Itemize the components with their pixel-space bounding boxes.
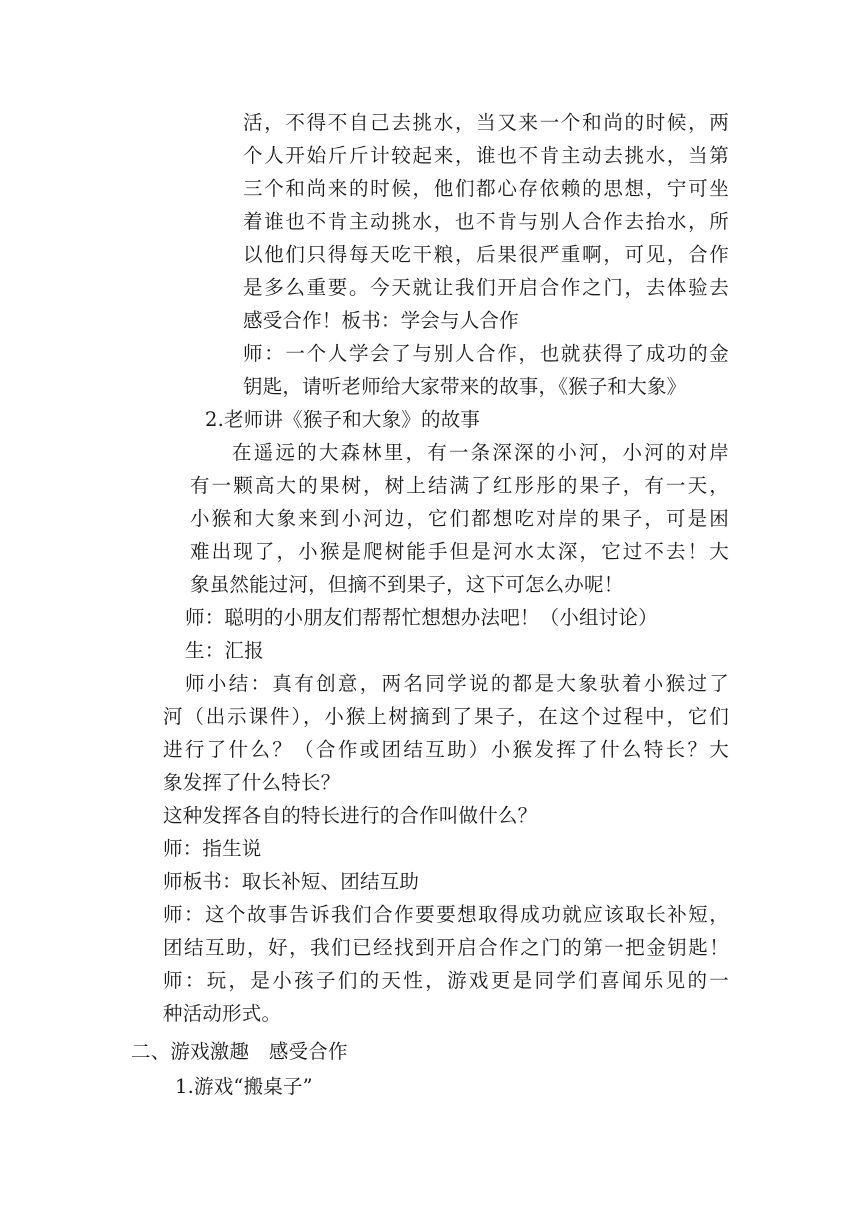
- text-line: 象发挥了什么特长？: [163, 771, 341, 794]
- text-line: 种活动形式。: [163, 1002, 282, 1025]
- text-line: 个人开始斤斤计较起来，谁也不肯主动去挑水，当第: [243, 144, 729, 167]
- text-line: 师：聪明的小朋友们帮帮忙想想办法吧！（小组讨论）: [185, 606, 658, 629]
- text-line: 三个和尚来的时候，他们都心存依赖的思想，宁可坐: [243, 177, 729, 200]
- text-line: 活，不得不自己去挑水，当又来一个和尚的时候，两: [243, 111, 729, 134]
- text-line: 有一颗高大的果树，树上结满了红彤彤的果子，有一天，: [190, 474, 729, 497]
- text-line: 师：玩，是小孩子们的天性，游戏更是同学们喜闻乐见的一: [163, 969, 729, 992]
- text-line: 团结互助，好，我们已经找到开启合作之门的第一把金钥匙！: [163, 936, 729, 959]
- section-heading: 二、游戏激趣 感受合作: [131, 1040, 348, 1063]
- text-line: 在遥远的大森林里，有一条深深的小河，小河的对岸: [232, 441, 729, 464]
- text-line: 河（出示课件），小猴上树摘到了果子，在这个过程中，它们: [163, 705, 729, 728]
- text-line: 师：指生说: [163, 837, 262, 860]
- section-heading: 2.老师讲《猴子和大象》的故事: [205, 408, 481, 431]
- subsection-heading: 1.游戏“搬桌子”: [175, 1075, 313, 1098]
- text-line: 进行了什么？（合作或团结互助）小猴发挥了什么特长？大: [163, 738, 729, 761]
- text-line: 师板书：取长补短、团结互助: [163, 870, 420, 893]
- text-line: 难出现了，小猴是爬树能手但是河水太深，它过不去！大: [190, 540, 729, 563]
- text-line: 师：一个人学会了与别人合作，也就获得了成功的金: [243, 342, 729, 365]
- text-line: 钥匙，请听老师给大家带来的故事，《猴子和大象》: [243, 375, 687, 398]
- text-line: 师小结：真有创意，两名同学说的都是大象驮着小猴过了: [185, 672, 729, 695]
- text-line: 着谁也不肯主动挑水，也不肯与别人合作去抬水，所: [243, 210, 729, 233]
- text-line: 感受合作！板书：学会与人合作: [243, 309, 519, 332]
- text-line: 是多么重要。今天就让我们开启合作之门，去体验去: [243, 276, 729, 299]
- text-line: 这种发挥各自的特长进行的合作叫做什么？: [163, 804, 538, 827]
- text-line: 师：这个故事告诉我们合作要要想取得成功就应该取长补短，: [163, 903, 729, 926]
- text-line: 以他们只得每天吃干粮，后果很严重啊，可见，合作: [243, 243, 729, 266]
- text-line: 生：汇报: [185, 639, 264, 662]
- text-line: 小猴和大象来到小河边，它们都想吃对岸的果子，可是困: [190, 507, 729, 530]
- text-line: 象虽然能过河，但摘不到果子，这下可怎么办呢！: [190, 573, 624, 596]
